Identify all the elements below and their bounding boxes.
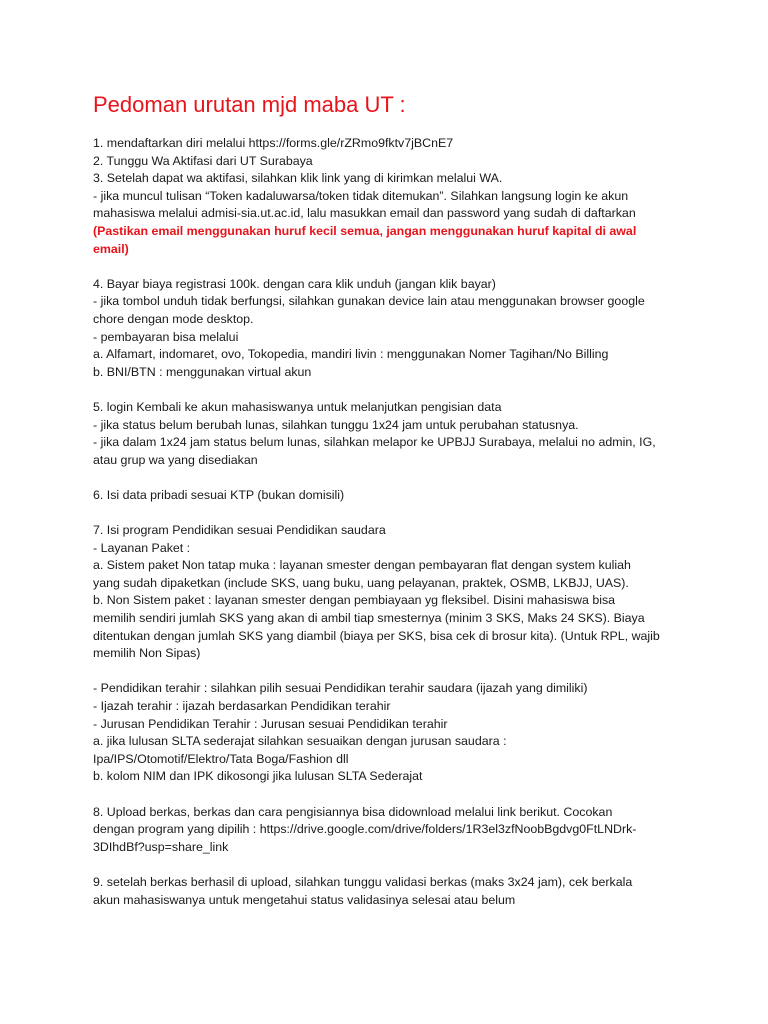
instruction-line: 5. login Kembali ke akun mahasiswanya untuk melanjutkan pengisian data (93, 399, 502, 414)
instruction-line: akun mahasiswanya untuk mengetahui status validasinya selesai atau belum (93, 892, 516, 907)
instruction-line: b. Non Sistem paket : layanan smester dengan pembiayaan yg fleksibel. Disini mahasiswa bisa (93, 593, 616, 608)
instruction-line: - Layanan Paket : (93, 540, 191, 555)
instruction-line: a. jika lulusan SLTA sederajat silahkan sesuaikan dengan jurusan saudara : (93, 734, 507, 749)
instruction-line: memilih Non Sipas) (93, 646, 201, 661)
instruction-paragraph (93, 522, 693, 663)
instruction-line: 1. mendaftarkan diri melalui https://forms.gle/rZRmo9fktv7jBCnE7 (93, 136, 454, 150)
instruction-paragraph (93, 135, 693, 258)
instruction-paragraph (93, 487, 693, 505)
instruction-line: 2. Tunggu Wa Aktifasi dari UT Surabaya (93, 153, 313, 168)
instruction-line: chore dengan mode desktop. (93, 311, 254, 326)
instruction-line: dengan program yang dipilih : https://drive.google.com/drive/folders/1R3el3zfNoobBgdvg0FtLNDrk- (93, 822, 637, 837)
instruction-line: 3. Setelah dapat wa aktifasi, silahkan klik link yang di kirimkan melalui WA. (93, 171, 503, 186)
instruction-line: 6. Isi data pribadi sesuai KTP (bukan domisili) (93, 487, 345, 502)
instruction-line: Ipa/IPS/Otomotif/Elektro/Tata Boga/Fashion dll (93, 751, 349, 766)
instruction-paragraph (93, 399, 693, 469)
instruction-list (93, 135, 693, 909)
instruction-line: 4. Bayar biaya registrasi 100k. dengan cara klik unduh (jangan klik bayar) (93, 276, 496, 291)
instruction-line: atau grup wa yang disediakan (93, 452, 258, 467)
instruction-line: - Jurusan Pendidikan Terahir : Jurusan sesuai Pendidikan terahir (93, 716, 448, 731)
instruction-line: yang sudah dipaketkan (include SKS, uang buku, uang pelayanan, praktek, OSMB, LKBJJ, UAS). (93, 575, 629, 590)
instruction-line: - Pendidikan terahir : silahkan pilih sesuai Pendidikan terahir saudara (ijazah yang dimiliki) (93, 681, 588, 696)
instruction-line: mahasiswa melalui admisi-sia.ut.ac.id, lalu masukkan email dan password yang sudah di daftarkan (93, 206, 636, 221)
instruction-line: ditentukan dengan jumlah SKS yang diambil (biaya per SKS, bisa cek di brosur kita). (Untuk RPL, wajib (93, 628, 660, 643)
instruction-line: a. Alfamart, indomaret, ovo, Tokopedia, mandiri livin : menggunakan Nomer Tagihan/No Billing (93, 347, 609, 362)
instruction-line: 3DIhdBf?usp=share_link (93, 839, 229, 854)
instruction-line: 7. Isi program Pendidikan sesuai Pendidikan saudara (93, 523, 386, 538)
instruction-line: - jika muncul tulisan “Token kadaluwarsa/token tidak ditemukan”. Silahkan langsung login ke akun (93, 188, 629, 203)
instruction-paragraph (93, 804, 693, 857)
warning-note: email) (93, 241, 129, 256)
document-page (93, 92, 693, 927)
instruction-line: - jika tombol unduh tidak berfungsi, silahkan gunakan device lain atau menggunakan browser google (93, 294, 645, 309)
document-title: Pedoman urutan mjd maba UT : (93, 92, 406, 117)
instruction-paragraph (93, 680, 693, 786)
instruction-line: - pembayaran bisa melalui (93, 329, 239, 344)
instruction-line: - jika dalam 1x24 jam status belum lunas, silahkan melapor ke UPBJJ Surabaya, melalui no admin, IG, (93, 435, 656, 450)
instruction-line: memilih sendiri jumlah SKS yang akan di ambil tiap smesternya (minim 3 SKS, Maks 24 SKS). Biaya (93, 611, 645, 626)
instruction-line: b. BNI/BTN : menggunakan virtual akun (93, 364, 312, 379)
instruction-paragraph (93, 276, 693, 382)
instruction-line: 8. Upload berkas, berkas dan cara pengisiannya bisa didownload melalui link berikut. Cocokan (93, 804, 613, 819)
instruction-line: - jika status belum berubah lunas, silahkan tunggu 1x24 jam untuk perubahan statusnya. (93, 417, 579, 432)
instruction-line: a. Sistem paket Non tatap muka : layanan smester dengan pembayaran flat dengan system kuliah (93, 558, 631, 573)
instruction-paragraph (93, 874, 693, 909)
instruction-line: b. kolom NIM dan IPK dikosongi jika lulusan SLTA Sederajat (93, 769, 423, 784)
instruction-line: 9. setelah berkas berhasil di upload, silahkan tunggu validasi berkas (maks 3x24 jam), cek berkala (93, 874, 633, 889)
warning-note: (Pastikan email menggunakan huruf kecil semua, jangan menggunakan huruf kapital di awal (93, 223, 637, 238)
instruction-line: - Ijazah terahir : ijazah berdasarkan Pendidikan terahir (93, 699, 391, 713)
